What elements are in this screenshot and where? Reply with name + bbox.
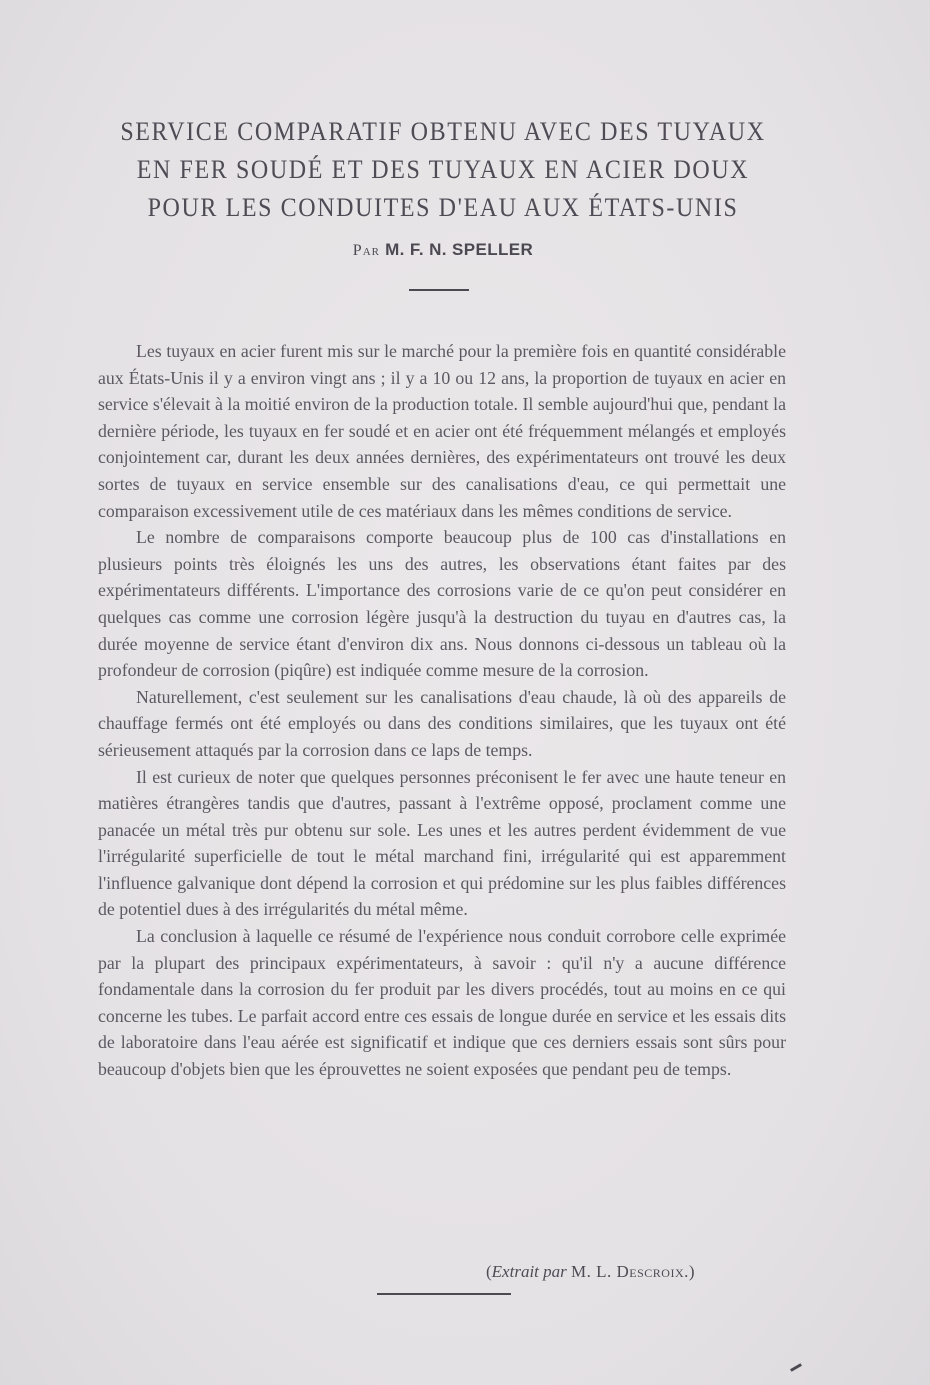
author-name: M. F. N. SPELLER bbox=[385, 240, 534, 259]
title-divider bbox=[409, 289, 469, 291]
extract-open-paren: ( bbox=[486, 1262, 492, 1281]
body-paragraph: Les tuyaux en acier furent mis sur le marché pour la première fois en quantité considérable aux États-Unis il y a environ vingt ans ; il y a 10 ou 12 ans, la proportion de tuyaux en acier en service s'élevait à la moitié environ de la production totale. Il semble aujourd'hui que, pendant la dernière période, les tuyaux en fer soudé et en acier ont été fréquemment mélangés et employés conjointement car, durant les deux années dernières, des expérimentateurs ont trouvé les deux sortes de tuyaux en service ensemble sur des canalisations d'eau, ce qui permettait une comparaison excessivement utile de ces matériaux dans les mêmes conditions de service. bbox=[98, 341, 786, 521]
closing-divider bbox=[377, 1293, 511, 1295]
extract-close-paren: ) bbox=[688, 1262, 695, 1281]
extract-credit bbox=[486, 1262, 786, 1282]
title-line: POUR LES CONDUITES D'EAU AUX ÉTATS-UNIS bbox=[147, 193, 739, 223]
extract-author: M. L. Descroix. bbox=[571, 1262, 689, 1281]
body-paragraph: Le nombre de comparaisons comporte beaucoup plus de 100 cas d'installations en plusieurs points très éloignés les uns des autres, les observations étant faites par des expérimentateurs différents. L'importance des corrosions varie de ce qu'on peut considérer en quelques cas comme une corrosion légère jusqu'à la destruction du tuyau en d'autres cas, la durée moyenne de service étant d'environ dix ans. Nous donnons ci-dessous un tableau où la profondeur de corrosion (piqûre) est indiquée comme mesure de la corrosion. bbox=[98, 527, 786, 681]
body-paragraph: La conclusion à laquelle ce résumé de l'expérience nous conduit corrobore celle exprimée par la plupart des principaux expérimentateurs, à savoir : qu'il n'y a aucune différence fondamentale dans la corrosion du fer produit par les divers procédés, tout au moins en ce qui concerne les tubes. Le parfait accord entre ces essais de longue durée en service et les essais dits de laboratoire dans l'eau aérée est significatif et indique que ces derniers essais sont sûrs pour beaucoup d'objets bien que les éprouvettes ne soient exposées que pendant peu de temps. bbox=[98, 926, 786, 1080]
author-prefix: Par bbox=[352, 242, 380, 259]
body-paragraph: Il est curieux de noter que quelques personnes préconisent le fer avec une haute teneur en matières étrangères tandis que d'autres, passant à l'extrême opposé, proclament comme une panacée un métal très pur obtenu sur sole. Les unes et les autres perdent évidemment de vue l'irrégularité superficielle de tout le métal marchand fini, irrégularité qui est apparemment l'influence galvanique dont dépend la corrosion et qui prédomine sur les plus faibles différences de potentiel dues à des irrégularités du métal même. bbox=[98, 766, 786, 920]
title-line: SERVICE COMPARATIF OBTENU AVEC DES TUYAUX bbox=[120, 117, 766, 147]
article-body bbox=[98, 338, 786, 1083]
title-line: EN FER SOUDÉ ET DES TUYAUX EN ACIER DOUX bbox=[136, 155, 750, 185]
article-title bbox=[96, 113, 790, 227]
page-mark bbox=[790, 1363, 802, 1372]
body-paragraph: Naturellement, c'est seulement sur les canalisations d'eau chaude, là où des appareils de chauffage fermés ont été employés ou dans des conditions similaires, que les tuyaux ont été sérieusement attaqués par la corrosion dans ce laps de temps. bbox=[98, 686, 786, 760]
author-line bbox=[96, 240, 790, 260]
extract-label: Extrait par bbox=[491, 1262, 567, 1281]
